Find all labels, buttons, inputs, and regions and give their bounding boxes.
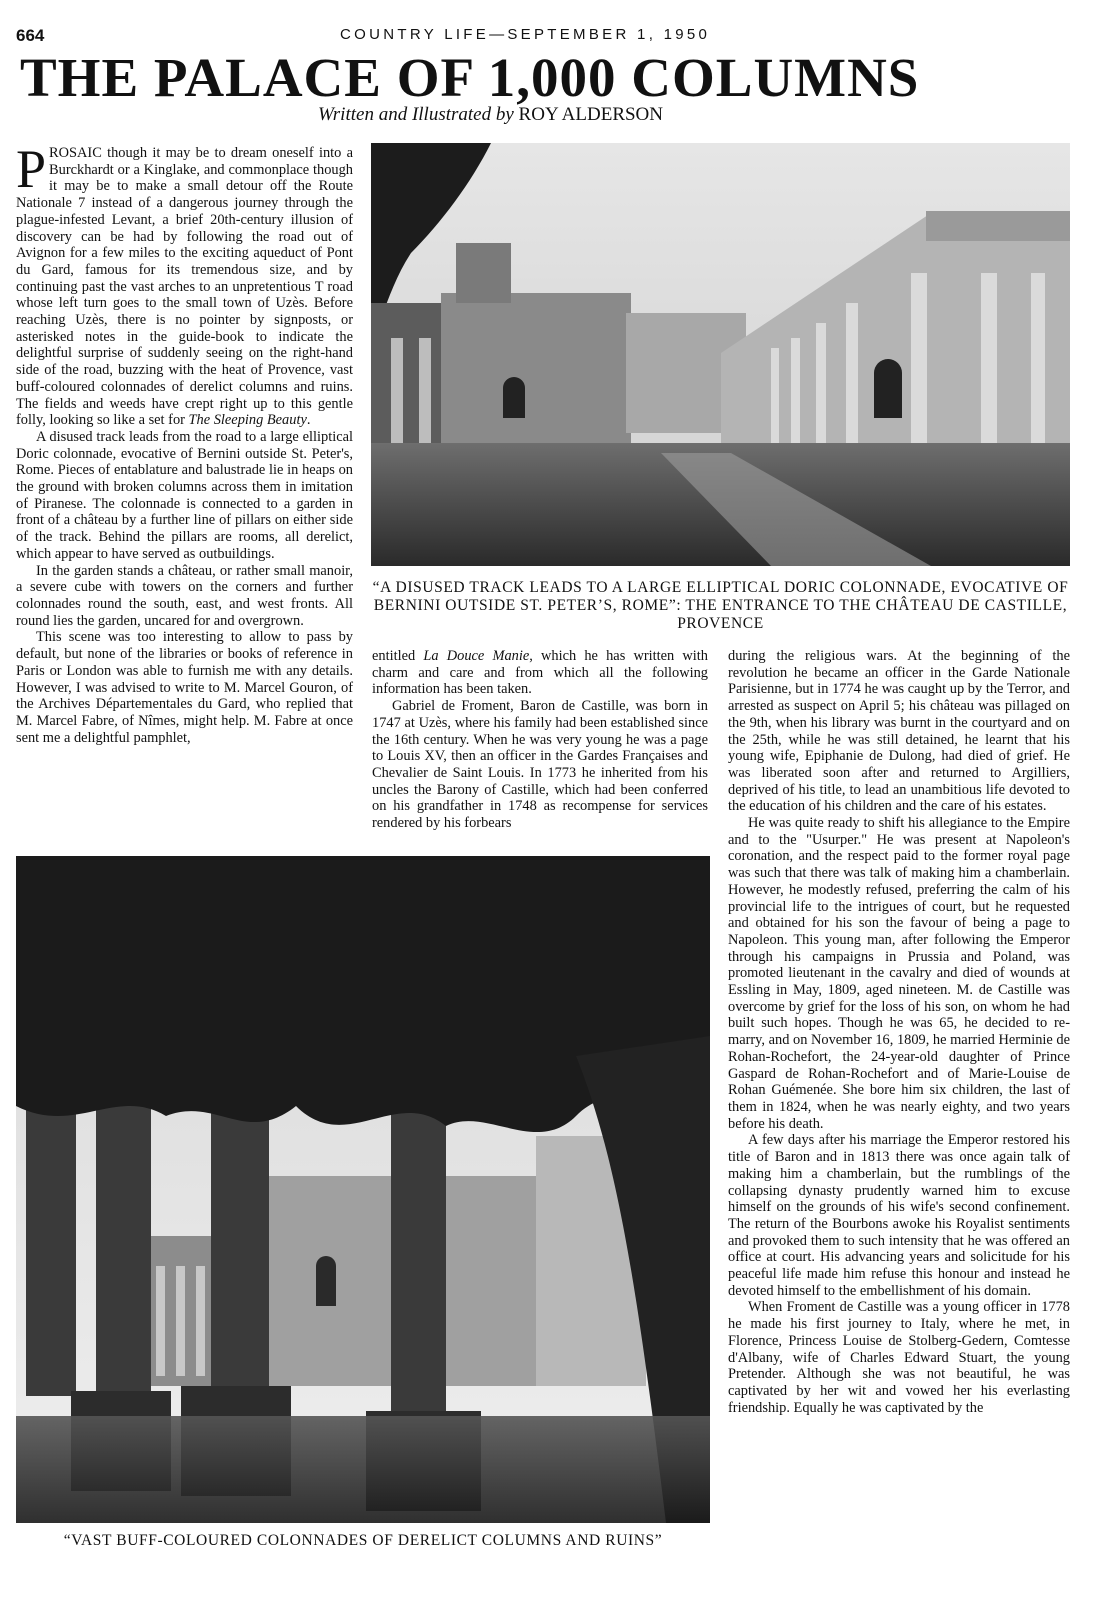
column-3	[728, 648, 1070, 1416]
paragraph: When Froment de Castille was a young officer in 1778 he made his first journey to Italy, where he met, in Florence, Princess Louise de Stolberg-Gedern, Comtesse d'Albany, wife of Charles Edward Stuart, the young Pretender. Although she was not beautiful, he was captivated by her wit and vowed her his everlasting friendship. Equally he was captivated by the	[728, 1299, 1070, 1416]
photo-illustration	[16, 856, 710, 1523]
page-number: 664	[16, 26, 45, 45]
paragraph: A disused track leads from the road to a large elliptical Doric colonnade, evocative of Bernini outside St. Peter's, Rome. Pieces of entablature and balustrade lie in heaps on the ground with broken columns across them in imitation of Piranese. The colonnade is connected to a garden in front of a château by a further line of pillars on either side of the track. Behind the pillars are rooms, all derelict, which appear to have served as outbuildings.	[16, 428, 353, 562]
photo-caption-bottom: “VAST BUFF-COLOURED COLONNADES OF DERELICT COLUMNS AND RUINS”	[63, 1532, 663, 1549]
drop-cap: P	[16, 139, 47, 199]
byline-author: ROY ALDERSON	[518, 104, 663, 125]
byline-prefix: Written and Illustrated by	[318, 104, 514, 125]
paragraph: He was quite ready to shift his allegiance to the Empire and to the "Usurper." He was present at Napoleon's coronation, and the respect paid to the former royal page was such that there was talk of making him a chamberlain. However, he modestly refused, preferring the calm of his provincial life to the intrigues of court, but he requested and obtained for his son the favour of being a page to Napoleon. This young man, after following the Emperor through his campaigns in Prussia and Poland, was promoted lieutenant in the cavalry and died of wounds at Essling in May, 1809, aged nineteen. M. de Castille was overcome by grief for the loss of his son, on whom he had built such hopes. Though he was 65, he decided to re-marry, and on November 16, 1809, he married Herminie de Rohan-Rochefort, the 24-year-old daughter of Prince Gaspard de Rohan-Rochefort and of Marie-Louise de Rohan Guémenée. She bore him six children, the last of them in 1824, when he was nearly eighty, and two years before his death.	[728, 815, 1070, 1132]
masthead: COUNTRY LIFE—SEPTEMBER 1, 1950	[340, 26, 711, 43]
paragraph	[16, 139, 353, 429]
paragraph: In the garden stands a château, or rather small manoir, a severe cube with towers on the corners and further colonnades round the south, east, and west fronts. All round lies the garden, uncared for and overgrown.	[16, 562, 353, 629]
paragraph-text: entitled	[372, 648, 416, 664]
italic-title: The Sleeping Beauty	[188, 412, 307, 429]
paragraph-text: ROSAIC though it may be to dream oneself into a Burckhardt or a Kinglake, and commonplace though it may be to make a small detour off the Route Nationale 7 instead of a dangerous journey through the plague-infested Levant, a brief 20th-century illusion of discovery can be had by following the road out of Avignon for a few miles to the exciting aqueduct of Pont du Gard, famous for its tremendous size, and by continuing past the vast arches to an unpretentious T road whose left turn goes to the small town of Uzès. Before reaching Uzès, there is no pointer by signposts, or asterisked notes in the guide-book to indicate the delightful surprise of suddenly seeing on the right-hand side of the road, buzzing with the heat of Provence, vast buff-coloured colonnades of derelict columns and ruins. The fields and weeds have crept right up to this gentle folly, looking so like a set for	[16, 145, 353, 429]
byline	[318, 104, 663, 126]
paragraph: during the religious wars. At the beginning of the revolution he became an officer in the Garde Nationale Parisienne, but in 1774 he was caught up by the Terror, and arrested as suspect on April 5; his château was pillaged on the 9th, when his library was burnt in the courtyard and on the 25th, while he was still detained, he learnt that his young wife, Epiphanie de Dulong, had died of grief. He was liberated soon after and returned to Argilliers, deprived of his title, to lead an unambitious life devoted to the education of his children and the care of his estates.	[728, 648, 1070, 815]
paragraph: A few days after his marriage the Emperor restored his title of Baron and in 1813 there was once again talk of making him a chamberlain, but the rumblings of the collapsing dynasty prudently warned him to excuse himself on the grounds of his wife's second confinement. The return of the Bourbons awoke his Royalist sentiments and provoked them to such intensity that he was offered an office at court. His advancing years and solicitude for his peaceful life made him refuse this honour and instead he devoted himself to the embellishment of his domain.	[728, 1132, 1070, 1299]
italic-title: La Douce Manie	[423, 648, 530, 664]
paragraph: This scene was too interesting to allow to pass by default, but none of the libraries or books of reference in Paris or London was able to furnish me with any details. However, I was advised to write to M. Marcel Gouron, of the Archives Départementales du Gard, who replied that M. Marcel Fabre, of Nîmes, might help. M. Fabre at once sent me a delightful pamphlet,	[16, 629, 353, 746]
paragraph-text: , which he has written with charm and care and from which all the following information has been taken.	[372, 648, 708, 698]
derelict-columns-photo	[16, 856, 710, 1523]
photo-caption-top: “A DISUSED TRACK LEADS TO A LARGE ELLIPTICAL DORIC COLONNADE, EVOCATIVE OF BERNINI OUTSIDE ST. PETER’S, ROME”: THE ENTRANCE TO THE CHÂTEAU DE CASTILLE, PROVENCE	[372, 579, 1069, 632]
paragraph	[372, 648, 708, 698]
column-1	[16, 139, 353, 746]
colonnade-entrance-photo	[371, 143, 1070, 566]
column-2	[372, 648, 708, 832]
paragraph: Gabriel de Froment, Baron de Castille, was born in 1747 at Uzès, where his family had been established since the 16th century. When he was very young he was a page to Louis XV, then an officer in the Gardes Françaises and Chevalier de Saint Louis. In 1773 he inherited from his uncles the Barony of Castille, which had been conferred on his grandfather in 1748 as recompense for services rendered by his forbears	[372, 698, 708, 832]
photo-illustration	[371, 143, 1070, 566]
article-title: THE PALACE OF 1,000 COLUMNS	[20, 47, 920, 108]
paragraph-end: .	[306, 412, 311, 429]
